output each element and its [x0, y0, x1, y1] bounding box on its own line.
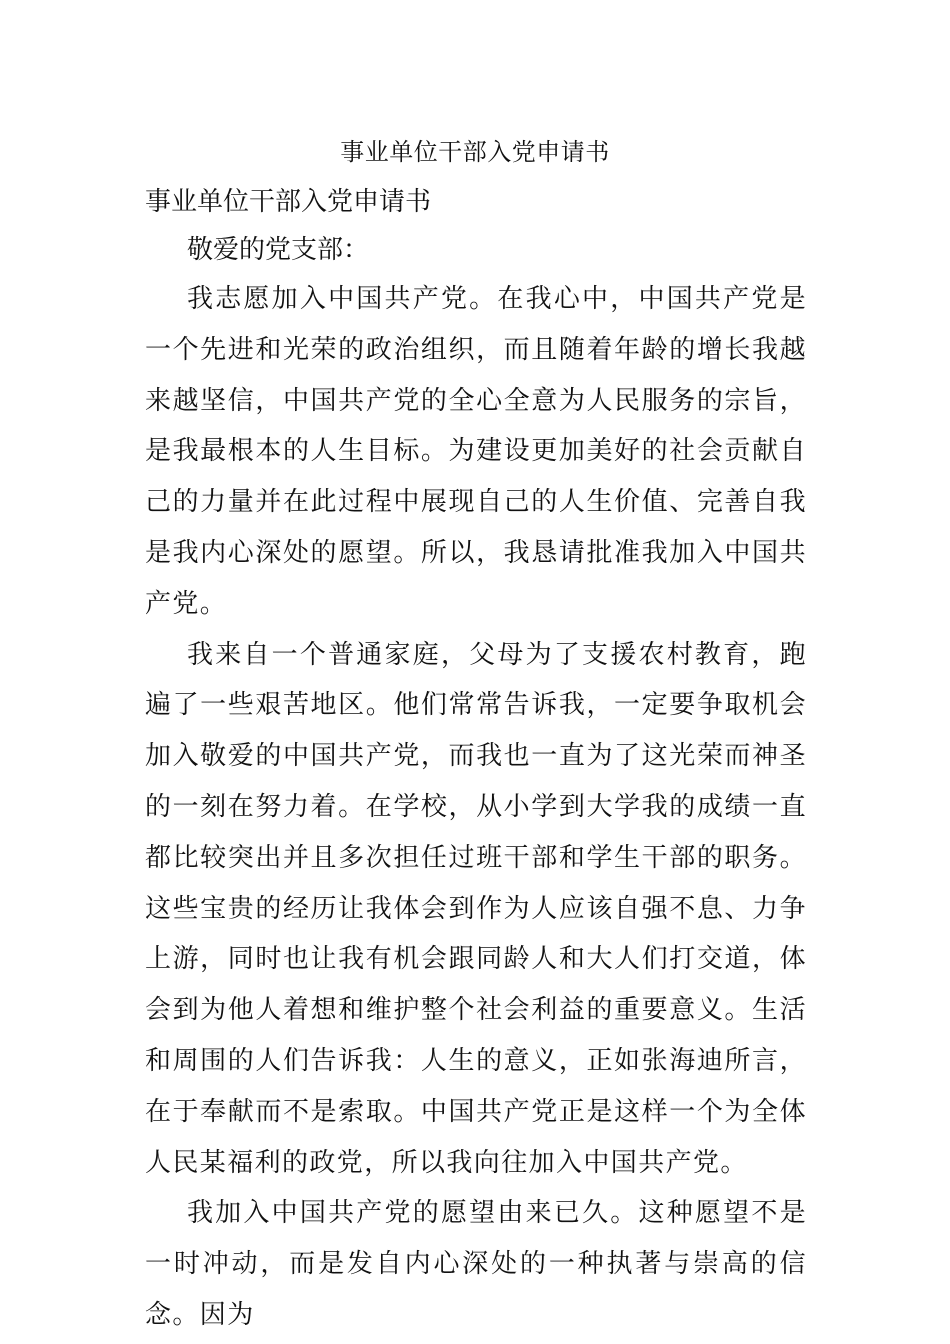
paragraph-3: 我加入中国共产党的愿望由来已久。这种愿望不是一时冲动，而是发自内心深处的一种执著与崇高的信念。因为 [145, 1198, 807, 1330]
document-body [145, 178, 807, 1341]
document-subtitle: 事业单位干部入党申请书 [145, 187, 432, 217]
document-title: 事业单位干部入党申请书 [340, 138, 610, 166]
paragraph-2: 我来自一个普通家庭，父母为了支援农村教育，跑遍了一些艰苦地区。他们常常告诉我，一定要争取机会加入敬爱的中国共产党，而我也一直为了这光荣而神圣的一刻在努力着。在学校，从小学到大学我的成绩一直都比较突出并且多次担任过班干部和学生干部的职务。这些宝贵的经历让我体会到作为人应该自强不息、力争上游，同时也让我有机会跟同龄人和大人们打交道，体会到为他人着想和维护整个社会利益的重要意义。生活和周围的人们告诉我：人生的意义，正如张海迪所言，在于奉献而不是索取。中国共产党正是这样一个为全体人民某福利的政党，所以我向往加入中国共产党。 [145, 639, 807, 1178]
paragraph-1: 我志愿加入中国共产党。在我心中，中国共产党是一个先进和光荣的政治组织，而且随着年龄的增长我越来越坚信，中国共产党的全心全意为人民服务的宗旨，是我最根本的人生目标。为建设更加美好的社会贡献自己的力量并在此过程中展现自己的人生价值、完善自我是我内心深处的愿望。所以，我恳请批准我加入中国共产党。 [145, 284, 807, 619]
salutation: 敬爱的党支部： [187, 235, 370, 265]
